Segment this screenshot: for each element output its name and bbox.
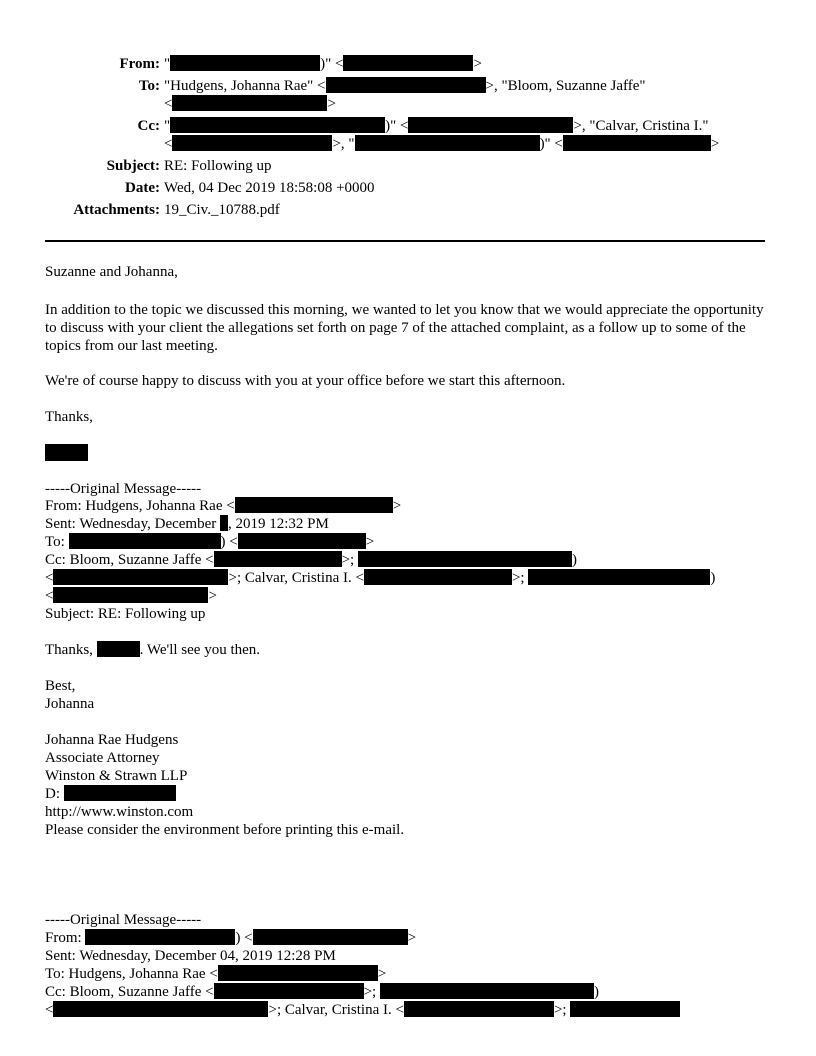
redaction — [69, 533, 221, 549]
msg1-sent — [45, 515, 329, 533]
signature-redaction — [45, 444, 88, 461]
msg1-cc: Cc: Bloom, Suzanne Jaffe < >; ) — [45, 552, 577, 568]
msg2-from: From: ) < > — [45, 930, 417, 946]
body-paragraph-2: We're of course happy to discuss with you at your office before we start this afternoon. — [45, 373, 566, 389]
redaction — [238, 533, 366, 549]
to-name-1: "Hudgens, Johanna Rae" — [164, 78, 314, 94]
msg2-cc-line2-text: ; Calvar, Cristina I. < — [276, 1002, 404, 1018]
redaction — [343, 55, 473, 71]
msg2-to: To: Hudgens, Johanna Rae < > — [45, 966, 387, 982]
redaction — [253, 929, 408, 945]
cc-label: Cc: — [137, 118, 160, 134]
to-value-cont: < > — [164, 96, 336, 112]
redaction — [570, 1001, 680, 1017]
redaction — [53, 1001, 268, 1017]
msg1-best: Best, — [45, 678, 76, 694]
redaction — [528, 569, 710, 585]
msg1-from: From: Hudgens, Johanna Rae < > — [45, 498, 402, 514]
to-value: "Hudgens, Johanna Rae" < >, "Bloom, Suzanne Jaffe" — [164, 78, 646, 94]
msg1-thanks-a: Thanks, — [45, 642, 97, 658]
from-label: From: — [119, 56, 160, 72]
subject-label: Subject: — [106, 158, 160, 174]
date-label: Date: — [125, 180, 160, 196]
msg2-cc: Cc: Bloom, Suzanne Jaffe < >; ) — [45, 984, 599, 1000]
msg2-divider: -----Original Message----- — [45, 912, 202, 928]
redaction — [404, 1001, 554, 1017]
msg2-cc-text: Cc: Bloom, Suzanne Jaffe < — [45, 984, 214, 1000]
sig-name: Johanna Rae Hudgens — [45, 732, 179, 748]
redaction — [85, 929, 235, 945]
sig-url-link[interactable]: http://www.winston.com — [45, 804, 194, 820]
body-paragraph-1: In addition to the topic we discussed this morning, we wanted to let you know that we would appreciate the opportunity to discuss with your client the allegations set forth on page 7 of the attached complaint, as a follow up to some of the topics from our last meeting. — [45, 302, 764, 354]
msg1-cc-line2: < >; Calvar, Cristina I. < >; ) — [45, 570, 716, 586]
msg1-from-text: From: Hudgens, Johanna Rae < — [45, 498, 235, 514]
redaction — [53, 587, 208, 603]
redaction — [358, 551, 572, 567]
msg2-sent: Sent: Wednesday, December 04, 2019 12:28 PM — [45, 948, 336, 964]
cc-value-cont: < >, " )" < > — [164, 136, 720, 152]
sig-environment-note: Please consider the environment before printing this e-mail. — [45, 822, 405, 838]
msg1-cc-text: Cc: Bloom, Suzanne Jaffe < — [45, 552, 214, 568]
subject-value: RE: Following up — [164, 158, 272, 174]
sig-title: Associate Attorney — [45, 750, 160, 766]
attachments-label: Attachments: — [73, 202, 160, 218]
msg1-thanks — [45, 641, 260, 659]
redaction — [214, 551, 342, 567]
redaction — [53, 569, 228, 585]
redaction — [218, 965, 378, 981]
redaction — [355, 135, 540, 151]
greeting: Suzanne and Johanna, — [45, 264, 178, 280]
redaction — [172, 95, 327, 111]
msg2-to-text: To: Hudgens, Johanna Rae < — [45, 966, 218, 982]
msg1-sent-b: , 2019 12:32 PM — [227, 516, 329, 532]
redaction — [170, 55, 320, 71]
redaction — [214, 983, 364, 999]
date-value: Wed, 04 Dec 2019 18:58:08 +0000 — [164, 180, 375, 196]
to-name-2: "Bloom, Suzanne Jaffe" — [501, 78, 646, 94]
msg1-sender-name: Johanna — [45, 696, 95, 712]
msg1-cc-line3: < > — [45, 588, 217, 604]
sig-direct — [45, 785, 176, 803]
attachment-link[interactable]: 19_Civ._10788.pdf — [164, 202, 280, 218]
signoff: Thanks, — [45, 409, 93, 425]
redaction — [97, 641, 140, 657]
from-value: " )" < > — [164, 56, 482, 72]
redaction — [563, 135, 711, 151]
cc-name-1: "Calvar, Cristina I." — [589, 118, 709, 134]
cc-value: " )" < >, "Calvar, Cristina I." — [164, 118, 709, 134]
redaction — [220, 515, 228, 531]
msg1-cc-line2-text: ; Calvar, Cristina I. < — [236, 570, 364, 586]
msg1-to-label: To: — [45, 534, 65, 550]
redaction — [408, 117, 573, 133]
msg1-subject: Subject: RE: Following up — [45, 606, 206, 622]
msg1-to: To: ) < > — [45, 534, 375, 550]
header-divider — [45, 240, 765, 242]
msg2-cc-line2: < >; Calvar, Cristina I. < >; — [45, 1001, 680, 1019]
sig-firm: Winston & Strawn LLP — [45, 768, 188, 784]
msg1-sent-a: Sent: Wednesday, December — [45, 516, 220, 532]
redaction — [364, 569, 512, 585]
redaction — [326, 77, 486, 93]
redaction — [380, 983, 594, 999]
redaction — [64, 785, 176, 801]
msg1-divider: -----Original Message----- — [45, 481, 202, 497]
redaction — [172, 135, 332, 151]
to-label: To: — [138, 78, 160, 94]
redaction — [170, 117, 385, 133]
redaction — [235, 497, 393, 513]
sig-direct-label: D: — [45, 786, 60, 802]
msg1-thanks-b: . We'll see you then. — [139, 642, 261, 658]
msg2-from-label: From: — [45, 930, 82, 946]
